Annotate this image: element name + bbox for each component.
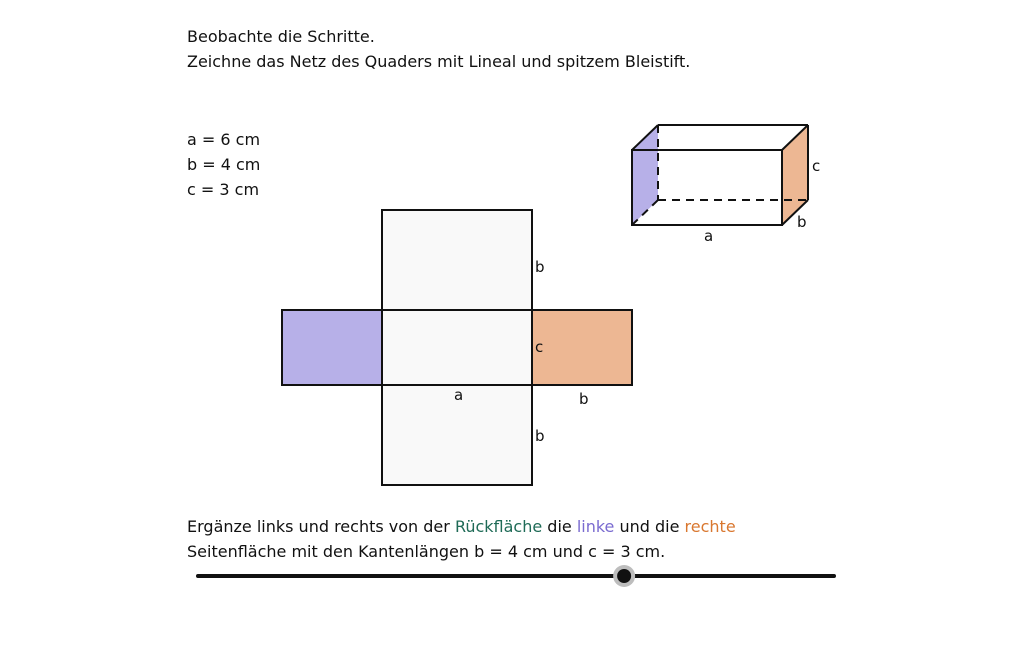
instruction-line-1: Beobachte die Schritte. bbox=[187, 27, 375, 46]
task-line-2: Seitenfläche mit den Kantenlängen b = 4 cm und c = 3 cm. bbox=[187, 542, 666, 561]
net-back-face bbox=[382, 310, 532, 385]
net-label-c: c bbox=[535, 338, 544, 356]
step-slider[interactable] bbox=[198, 565, 834, 587]
task-right: rechte bbox=[684, 517, 736, 536]
cuboid-label-a: a bbox=[704, 227, 714, 245]
net-label-b-right: b bbox=[579, 390, 589, 408]
net-label-a: a bbox=[454, 386, 464, 404]
net-right-face bbox=[532, 310, 632, 385]
dimension-a: a = 6 cm bbox=[187, 130, 261, 149]
dimension-c: c = 3 cm bbox=[187, 180, 260, 199]
cuboid-right-face bbox=[782, 125, 808, 225]
task-line-1 bbox=[187, 514, 736, 539]
instruction-line-2: Zeichne das Netz des Quaders mit Lineal und spitzem Bleistift. bbox=[187, 52, 691, 71]
cuboid-left-face bbox=[632, 125, 658, 225]
task-text-1: Ergänze links und rechts von der bbox=[187, 517, 455, 536]
net-top-face bbox=[382, 210, 532, 310]
slider-handle[interactable] bbox=[617, 569, 631, 583]
net-label-b-top: b bbox=[535, 258, 545, 276]
net-label-b-bottom: b bbox=[535, 427, 545, 445]
task-left: linke bbox=[576, 517, 615, 536]
cuboid-label-c: c bbox=[812, 157, 821, 175]
cuboid-3d bbox=[632, 125, 820, 245]
task-text-2: die bbox=[542, 517, 577, 536]
dimension-b: b = 4 cm bbox=[187, 155, 261, 174]
cuboid-label-b: b bbox=[797, 213, 807, 231]
task-text-3: und die bbox=[614, 517, 685, 536]
cuboid-net bbox=[282, 210, 632, 485]
net-left-face bbox=[282, 310, 382, 385]
task-back-face: Rückfläche bbox=[454, 517, 543, 536]
